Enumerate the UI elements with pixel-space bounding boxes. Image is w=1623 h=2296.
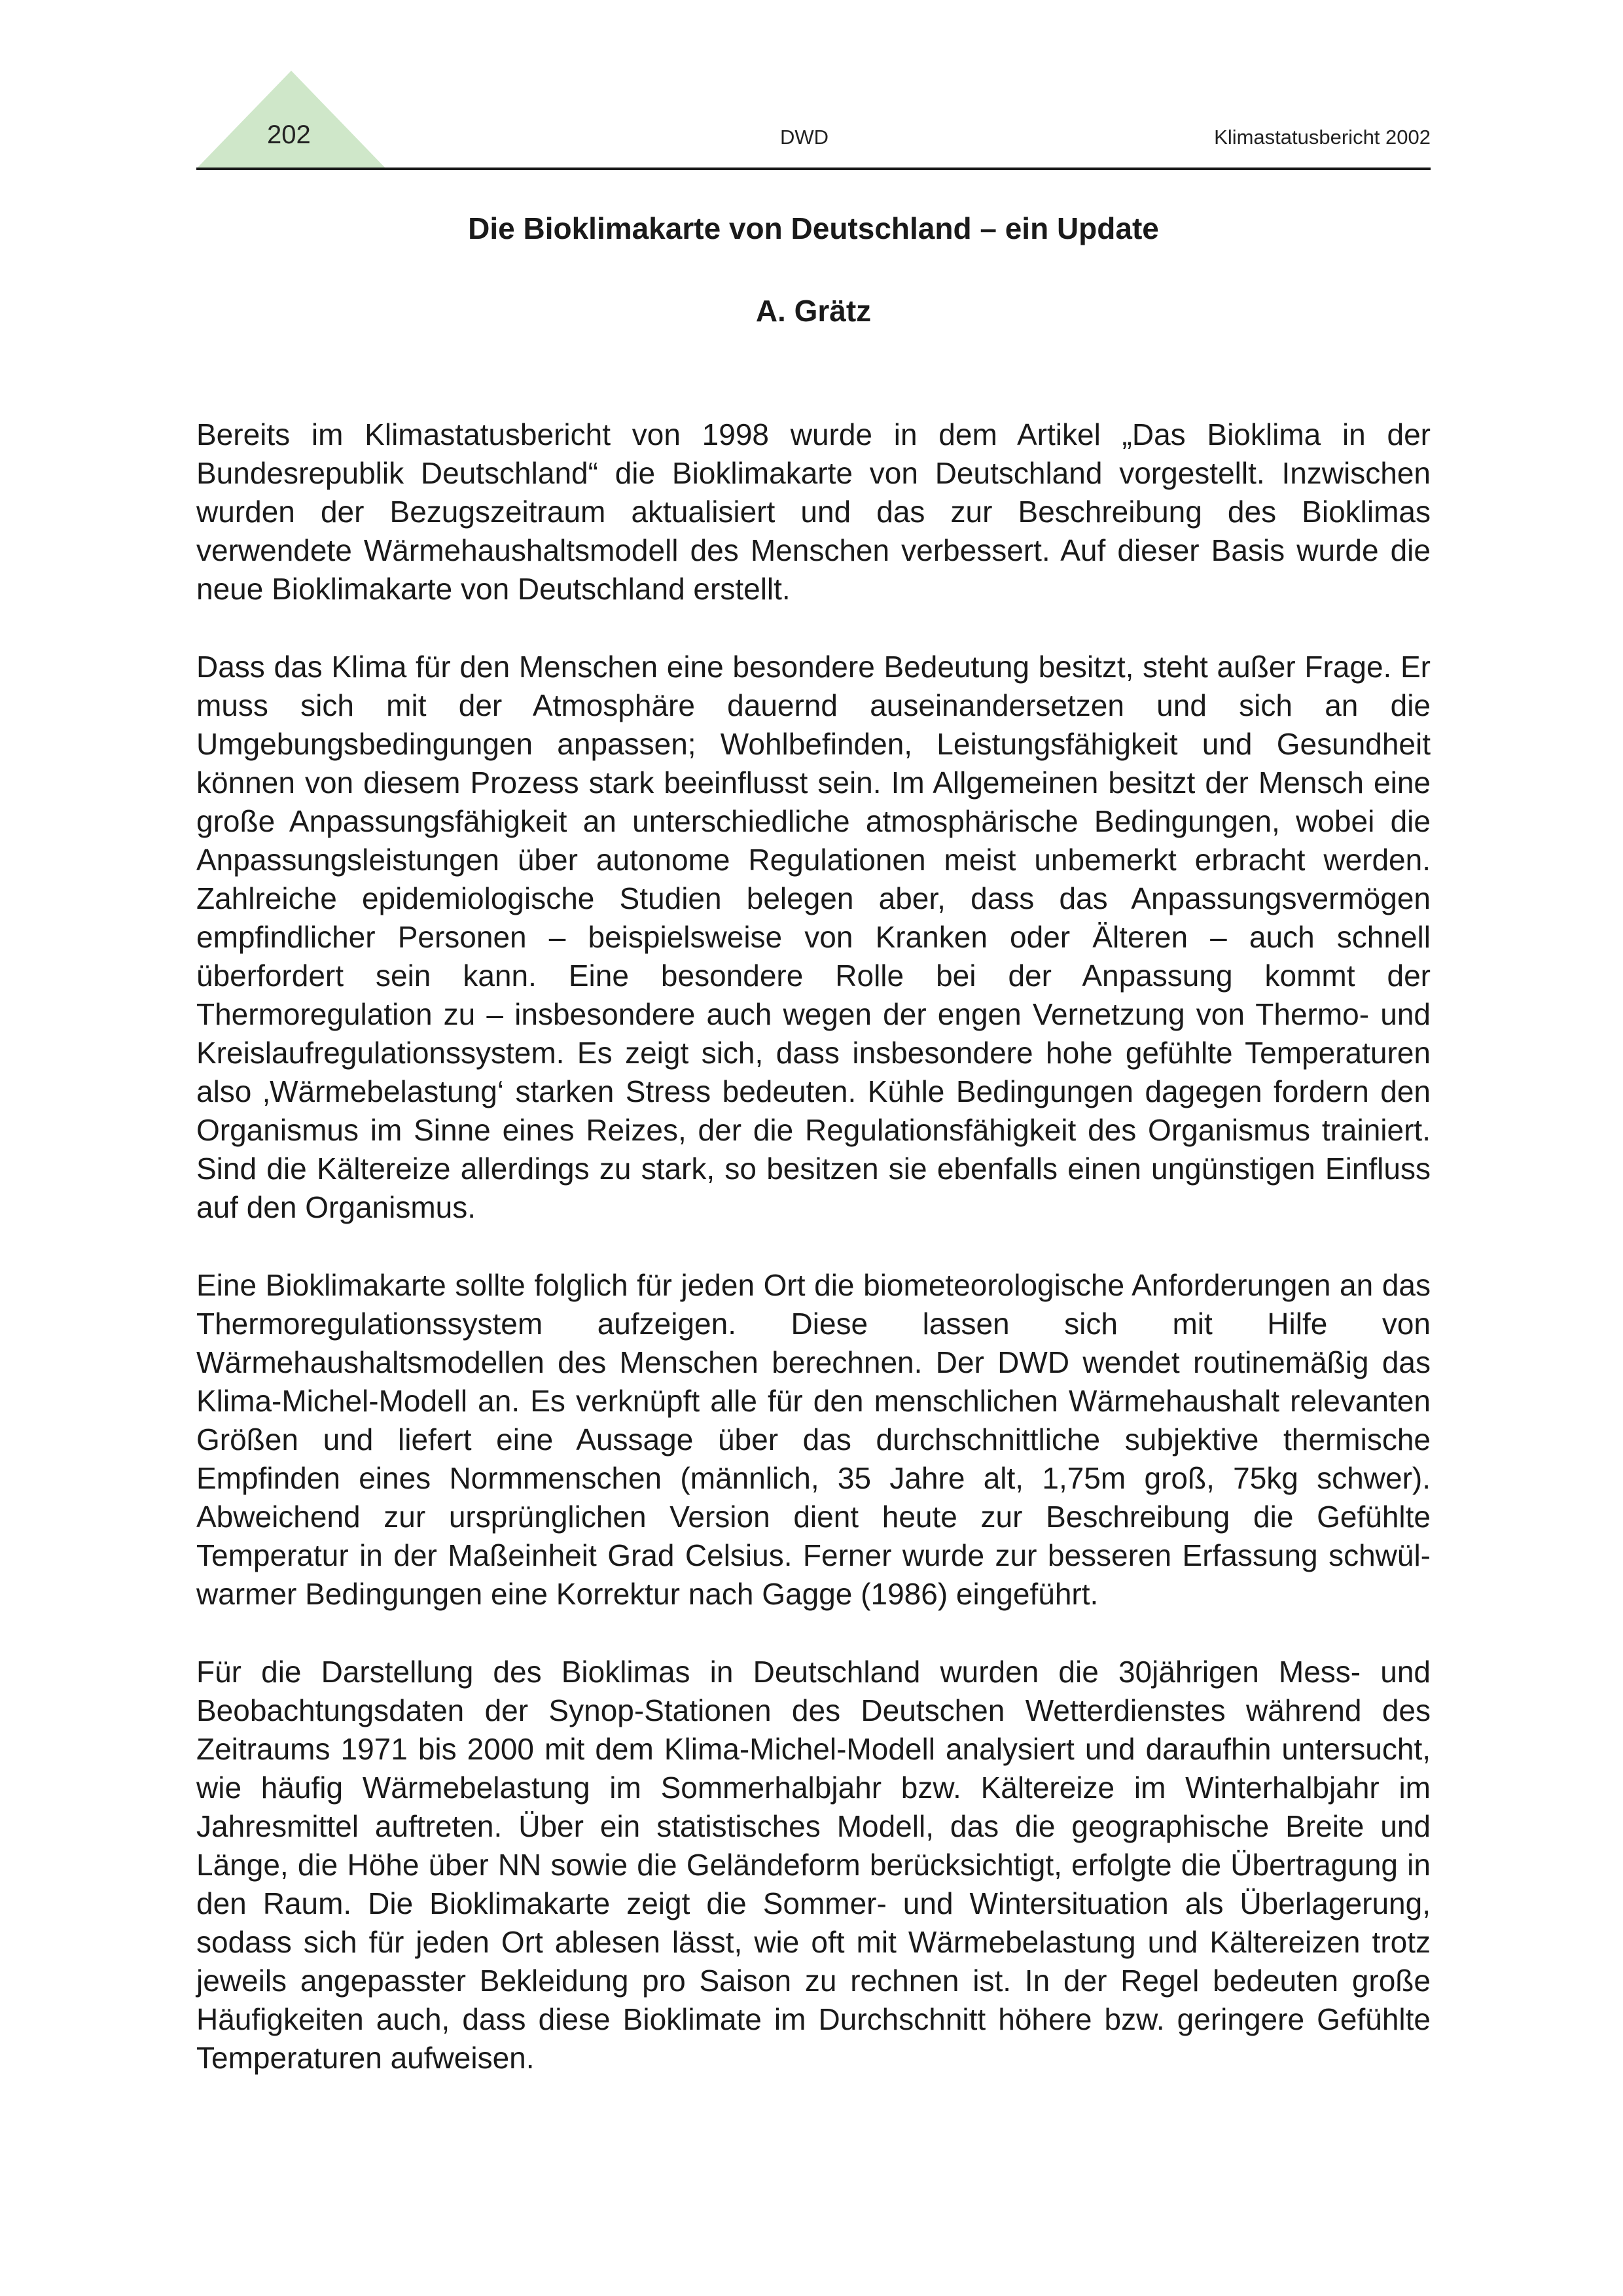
paragraph-3: Eine Bioklimakarte sollte folglich für jeden Ort die biometeorologische Anforderungen an das Thermoregulationssystem aufzeigen. Diese lassen sich mit Hilfe von Wärmehaushaltsmodellen des Menschen berechnen. Der DWD wendet routinemäßig das Klima-Michel-Modell an. Es verknüpft alle für den menschlichen Wärmehaushalt relevanten Größen und liefert eine Aussage über das durchschnittliche subjektive thermische Empfinden eines Normmenschen (männlich, 35 Jahre alt, 1,75m groß, 75kg schwer). Abweichend zur ursprünglichen Version dient heute zur Beschreibung die Gefühlte Temperatur in der Maßeinheit Grad Celsius. Ferner wurde zur besseren Erfassung schwül-warmer Bedingungen eine Korrektur nach Gagge (1986) eingeführt. bbox=[196, 1268, 1431, 1611]
paragraph-2: Dass das Klima für den Menschen eine besondere Bedeutung besitzt, steht außer Frage. Er muss sich mit der Atmosphäre dauernd auseinandersetzen und sich an die Umgebungsbedingungen anpassen; Wohlbefinden, Leistungsfähigkeit und Gesundheit können von diesem Prozess stark beeinflusst sein. Im Allgemeinen besitzt der Mensch eine große Anpassungsfähigkeit an unterschiedliche atmosphärische Bedingungen, wobei die Anpassungsleistungen über autonome Regulationen meist unbemerkt erbracht werden. Zahlreiche epidemiologische Studien belegen aber, dass das Anpassungsvermögen empfindlicher Personen – beispielsweise von Kranken oder Älteren – auch schnell überfordert sein kann. Eine besondere Rolle bei der Anpassung kommt der Thermoregulation zu – insbesondere auch wegen der engen Vernetzung von Thermo- und Kreislaufregulationssystem. Es zeigt sich, dass insbesondere hohe gefühlte Temperaturen also ‚Wärmebelastung‘ starken Stress bedeuten. Kühle Bedingungen dagegen fordern den Organismus im Sinne eines Reizes, der die Regulationsfähigkeit des Organismus trainiert. Sind die Kältereize allerdings zu stark, so besitzen sie ebenfalls einen ungünstigen Einfluss auf den Organismus. bbox=[196, 650, 1431, 1224]
header-rule bbox=[196, 168, 1431, 170]
paragraph-1: Bereits im Klimastatusbericht von 1998 wurde in dem Artikel „Das Bioklima in der Bundesrepublik Deutschland“ die Bioklimakarte von Deutschland vorgestellt. Inzwischen wurden der Bezugszeitraum aktualisiert und das zur Beschreibung des Bioklimas verwendete Wärmehaushaltsmodell des Menschen verbessert. Auf dieser Basis wurde die neue Bioklimakarte von Deutschland erstellt. bbox=[196, 417, 1431, 606]
page-number-triangle bbox=[196, 71, 386, 169]
page-header bbox=[196, 71, 1431, 169]
page-number: 202 bbox=[267, 120, 311, 149]
header-report-title: Klimastatusbericht 2002 bbox=[1214, 126, 1431, 149]
paragraph-4: Für die Darstellung des Bioklimas in Deutschland wurden die 30jährigen Mess- und Beobachtungsdaten der Synop-Stationen des Deutschen Wetterdienstes während des Zeitraums 1971 bis 2000 mit dem Klima-Michel-Modell analysiert und daraufhin untersucht, wie häufig Wärmebelastung im Sommerhalbjahr bzw. Kältereize im Winterhalbjahr im Jahresmittel auftreten. Über ein statistisches Modell, das die geographische Breite und Länge, die Höhe über NN sowie die Geländeform berücksichtigt, erfolgte die Übertragung in den Raum. Die Bioklimakarte zeigt die Sommer- und Wintersituation als Überlagerung, sodass sich für jeden Ort ablesen lässt, wie oft mit Wärmebelastung und Kältereizen trotz jeweils angepasster Bekleidung pro Saison zu rechnen ist. In der Regel bedeuten große Häufigkeiten auch, dass diese Bioklimate im Durchschnitt höhere bzw. geringere Gefühlte Temperaturen aufweisen. bbox=[196, 1655, 1431, 2075]
header-publisher: DWD bbox=[780, 126, 829, 149]
article-author: A. Grätz bbox=[755, 294, 872, 328]
article-body bbox=[196, 415, 1431, 2117]
article-title: Die Bioklimakarte von Deutschland – ein Update bbox=[468, 211, 1159, 245]
